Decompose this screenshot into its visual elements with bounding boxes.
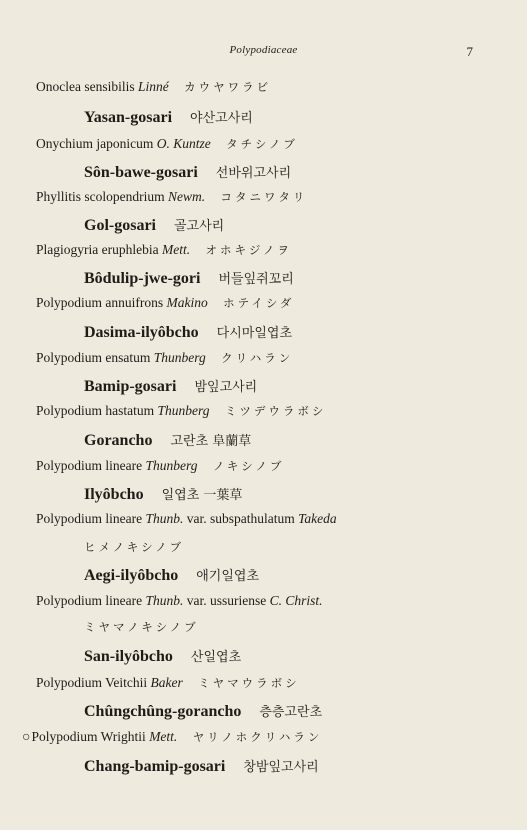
variety-author: C. Christ. — [269, 593, 323, 608]
scientific-name-line — [36, 136, 298, 152]
korean-hangul-name: 층층고란초 — [259, 705, 323, 720]
author: Baker — [150, 675, 183, 690]
japanese-name: オホキジノヲ — [205, 243, 292, 257]
japanese-name: ミヤマノキシノブ — [84, 620, 199, 634]
japanese-name: カウヤワラビ — [184, 80, 272, 94]
korean-romanized-name: Gol-gosari — [84, 217, 156, 234]
korean-name-line — [84, 376, 257, 396]
scientific-name-line — [36, 189, 307, 205]
korean-hangul-name: 다시마일엽초 — [216, 326, 293, 341]
scientific-name: Polypodium Wrightii — [31, 729, 146, 744]
scientific-name-line — [36, 511, 337, 527]
scientific-name-line — [36, 350, 293, 366]
scientific-name: Polypodium lineare — [36, 458, 143, 473]
korean-hangul-name: 산일엽초 — [190, 650, 242, 665]
korean-name-line — [84, 565, 259, 585]
korean-romanized-name: Sôn-bawe-gosari — [84, 164, 198, 181]
korean-romanized-name: Dasima-ilyôbcho — [84, 324, 199, 341]
korean-name-line — [84, 646, 241, 666]
scientific-name: Onoclea sensibilis — [36, 79, 135, 94]
korean-name-line — [84, 484, 242, 504]
author: Thunberg — [153, 350, 206, 365]
korean-romanized-name: Bamip-gosari — [84, 378, 177, 395]
scientific-name-line — [36, 593, 323, 609]
korean-hangul-name: 골고사리 — [174, 219, 225, 234]
japanese-name: ノキシノブ — [212, 459, 285, 473]
korean-name-line — [84, 268, 294, 288]
page-number: 7 — [466, 44, 473, 59]
author: Mett. — [149, 729, 178, 744]
scientific-name: Polypodium hastatum — [36, 403, 155, 418]
korean-romanized-name: Bôdulip-jwe-gori — [84, 270, 201, 287]
scientific-name-line — [36, 675, 300, 691]
japanese-name: コタニワタリ — [220, 190, 308, 204]
scientific-name: Polypodium lineare — [36, 511, 143, 526]
author: Mett. — [161, 242, 191, 257]
korean-name-line — [84, 107, 253, 127]
variety: var. ussuriense — [186, 593, 267, 608]
korean-hangul-name: 일엽초 一葉草 — [161, 488, 243, 503]
scientific-name-line — [36, 295, 294, 311]
korean-romanized-name: Chûngchûng-gorancho — [84, 703, 242, 720]
scientific-name-line — [22, 729, 322, 746]
japanese-name: タチシノブ — [226, 137, 298, 151]
author: Thunberg — [145, 458, 198, 473]
korean-hangul-name: 버들잎쥐꼬리 — [218, 272, 294, 287]
variety-author: Takeda — [298, 511, 337, 526]
japanese-name: ホテイシダ — [223, 296, 295, 310]
author: Linné — [137, 79, 169, 94]
scientific-name-line — [36, 242, 292, 258]
korean-hangul-name: 선바위고사리 — [215, 166, 292, 181]
author: Makino — [166, 295, 208, 310]
variety: var. subspathulatum — [186, 511, 295, 526]
japanese-name: ミヤマウラボシ — [198, 676, 300, 690]
japanese-name: クリハラン — [221, 351, 294, 365]
korean-hangul-name: 밤잎고사리 — [194, 380, 258, 395]
korean-name-line — [84, 215, 224, 235]
scientific-name: Onychium japonicum — [36, 136, 154, 151]
korean-hangul-name: 창밤잎고사리 — [243, 760, 319, 775]
korean-name-line — [84, 701, 322, 721]
scientific-name-line — [36, 458, 284, 474]
japanese-name: ミツデウラボシ — [224, 404, 327, 418]
korean-romanized-name: San-ilyôbcho — [84, 648, 173, 665]
author: Thunberg — [157, 403, 210, 418]
korean-hangul-name: 애기일엽초 — [196, 569, 260, 584]
korean-romanized-name: Gorancho — [84, 432, 153, 449]
scientific-name: Polypodium Veitchii — [36, 675, 148, 690]
scientific-name: Polypodium ensatum — [36, 350, 151, 365]
korean-hangul-name: 고란초 阜蘭草 — [170, 434, 252, 449]
scientific-name: Plagiogyria eruphlebia — [36, 242, 159, 257]
korean-name-line — [84, 162, 291, 182]
scientific-name: Polypodium lineare — [36, 593, 143, 608]
author: O. Kuntze — [156, 136, 211, 151]
japanese-name: ヤリノホクリハラン — [192, 730, 323, 744]
korean-romanized-name: Aegi-ilyôbcho — [84, 567, 179, 584]
korean-romanized-name: Yasan-gosari — [84, 109, 173, 126]
korean-romanized-name: Chang-bamip-gosari — [84, 758, 226, 775]
korean-name-line — [84, 430, 251, 450]
korean-hangul-name: 야산고사리 — [190, 111, 253, 126]
korean-name-line — [84, 322, 292, 342]
circle-marker-icon: ○ — [22, 730, 31, 745]
author: Thunb. — [145, 511, 184, 526]
korean-romanized-name: Ilyôbcho — [84, 486, 144, 503]
japanese-name: ヒメノキシノブ — [84, 540, 185, 554]
scientific-name-line — [36, 79, 271, 95]
scientific-name: Polypodium annuifrons — [36, 295, 164, 310]
scientific-name: Phyllitis scolopendrium — [36, 189, 165, 204]
author: Thunb. — [145, 593, 184, 608]
running-header: Polypodiaceae — [229, 44, 298, 56]
author: Newm. — [168, 189, 206, 204]
scientific-name-line — [36, 403, 326, 419]
korean-name-line — [84, 756, 319, 776]
